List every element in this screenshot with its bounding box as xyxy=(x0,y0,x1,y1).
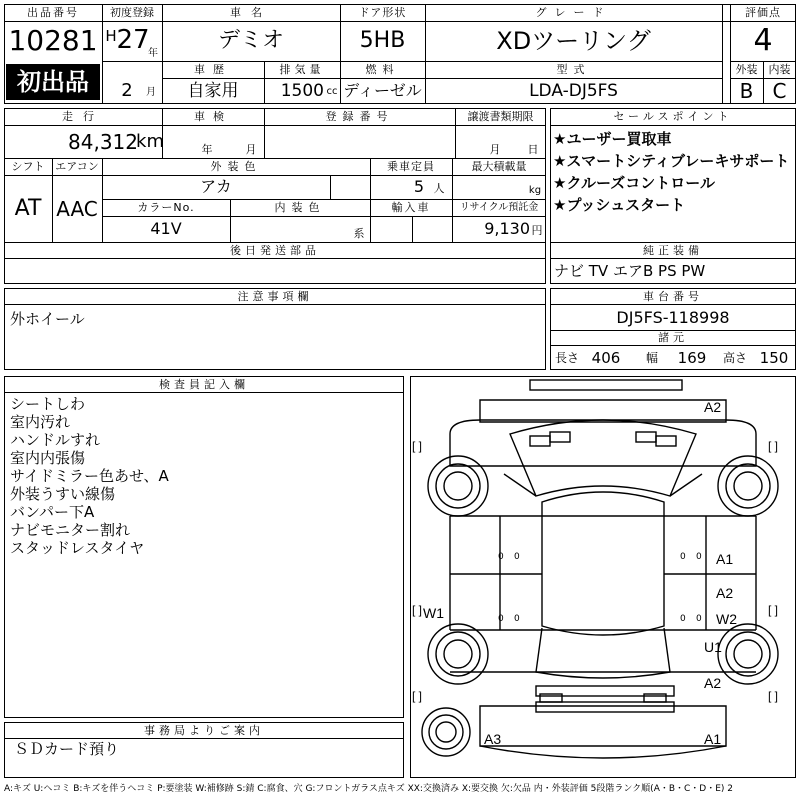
damage-mark: A1 xyxy=(716,551,734,567)
damage-mark: A3 xyxy=(484,731,502,747)
grade-label: グレード xyxy=(535,6,612,19)
shift: AT xyxy=(14,195,42,221)
inspector-note: 室内内張傷 xyxy=(10,449,86,467)
legend: A:キズ U:ヘコミ B:キズを伴うヘコミ P:要塗装 W:補修跡 S:錆 C:腐食、穴 G:フロントガラス点キズ XX:交換済み X:要交換 欠:欠品 内・外装評価 5段階ランク順(A・B・C・D・E) 2 xyxy=(4,784,734,794)
inspector-note: バンパー下A xyxy=(10,503,95,521)
bracket-mark: [ ] xyxy=(412,439,423,453)
lot-number: 10281 xyxy=(8,24,98,57)
inspector-note: ナビモニター割れ xyxy=(10,521,131,539)
damage-mark: A2 xyxy=(704,399,722,415)
damage-mark: W1 xyxy=(423,605,444,621)
interior-grade: C xyxy=(772,79,787,103)
svg-text:0: 0 xyxy=(514,614,520,624)
svg-text:0: 0 xyxy=(696,614,702,624)
capacity: 5 xyxy=(413,177,424,196)
equipment: ナビ TV エアB PS PW xyxy=(554,261,706,280)
svg-text:0: 0 xyxy=(514,552,520,562)
recycle-fee: 9,130 xyxy=(484,219,530,238)
car-name: デミオ xyxy=(217,28,284,53)
inspector-note: 外装うすい線傷 xyxy=(10,485,116,503)
office-note: ＳＤカード預り xyxy=(14,740,120,758)
model-code: LDA-DJ5FS xyxy=(529,80,618,101)
sales-point: ★プッシュスタート xyxy=(553,196,686,214)
sales-points-label: セールスポイント xyxy=(613,110,733,123)
inspector-note: ハンドルすれ xyxy=(10,431,101,449)
car-name-label: 車名 xyxy=(230,6,272,19)
damage-mark: A1 xyxy=(704,731,722,747)
damage-mark: A2 xyxy=(704,675,722,691)
air-conditioner: AAC xyxy=(56,196,98,221)
grade: XDツーリング xyxy=(496,27,651,55)
bracket-mark: [ ] xyxy=(412,689,423,703)
sales-point: ★ユーザー買取車 xyxy=(553,130,672,148)
lot-label: 出品番号 xyxy=(27,6,79,19)
bracket-mark: [ ] xyxy=(412,603,423,617)
svg-text:0: 0 xyxy=(498,552,504,562)
height: 150 xyxy=(759,348,789,367)
score: 4 xyxy=(753,23,773,58)
first-reg-label: 初度登録 xyxy=(110,6,154,19)
svg-text:0: 0 xyxy=(680,552,686,562)
sales-point: ★クルーズコントロール xyxy=(553,174,715,192)
inspector-note: シートしわ xyxy=(10,395,86,413)
exterior-grade: B xyxy=(739,79,754,103)
reg-month: 2 xyxy=(121,80,133,101)
exterior-color: アカ xyxy=(200,177,232,196)
reg-year: 27 xyxy=(116,25,150,55)
bracket-mark: [ ] xyxy=(768,689,779,703)
width: 169 xyxy=(677,348,707,367)
era: H xyxy=(105,26,117,45)
sales-point: ★スマートシティブレーキサポート xyxy=(553,152,790,170)
inspector-note: サイドミラー色あせ、A xyxy=(10,467,169,485)
door-label: ドア形状 xyxy=(358,6,407,19)
svg-text:0: 0 xyxy=(680,614,686,624)
length: 406 xyxy=(591,348,621,367)
inspector-note: スタッドレスタイヤ xyxy=(10,539,145,557)
bracket-mark: [ ] xyxy=(768,603,779,617)
fuel: ディーゼル xyxy=(343,81,422,100)
history: 自家用 xyxy=(187,80,239,101)
door-type: 5HB xyxy=(359,28,406,53)
damage-mark: U1 xyxy=(704,639,722,655)
score-label: 評価点 xyxy=(745,6,781,19)
bracket-mark: [ ] xyxy=(768,439,779,453)
damage-mark: W2 xyxy=(716,611,737,627)
mileage: 84,312 xyxy=(68,130,138,154)
displacement: 1500 xyxy=(280,80,324,101)
inspector-note: 室内汚れ xyxy=(10,413,71,431)
color-number: 41V xyxy=(150,219,182,238)
svg-text:0: 0 xyxy=(696,552,702,562)
notes-text: 外ホイール xyxy=(10,310,85,328)
damage-mark: A2 xyxy=(716,585,734,601)
chassis-number: DJ5FS-118998 xyxy=(616,307,730,327)
first-listing-badge: 初出品 xyxy=(6,64,100,100)
svg-text:0: 0 xyxy=(498,614,504,624)
car-diagram xyxy=(410,376,796,778)
